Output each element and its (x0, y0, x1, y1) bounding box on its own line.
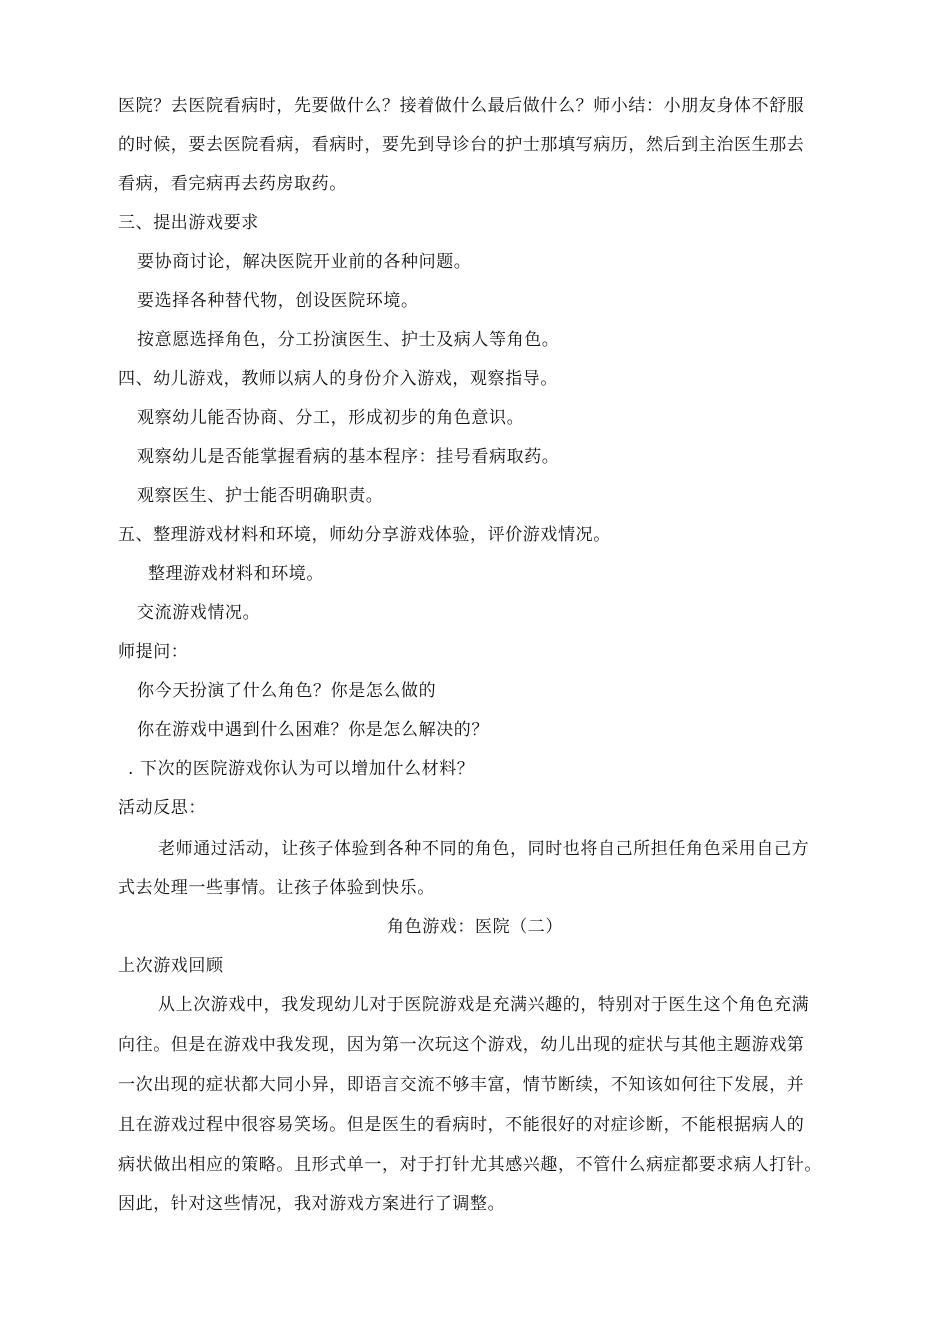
section-heading: 五、整理游戏材料和环境，师幼分享游戏体验，评价游戏情况。 (118, 525, 611, 545)
paragraph-line: 向往。但是在游戏中我发现，因为第一次玩这个游戏，幼儿出现的症状与其他主题游戏第 (118, 1035, 805, 1055)
text-line: 医院？去医院看病时，先要做什么？接着做什么最后做什么？师小结：小朋友身体不舒服 (118, 96, 805, 116)
paragraph-line: 老师通过活动，让孩子体验到各种不同的角色，同时也将自己所担任角色采用自己方 (158, 839, 810, 859)
list-item: 观察医生、护士能否明确职责。 (137, 486, 384, 506)
list-item: 按意愿选择角色，分工扮演医生、护士及病人等角色。 (137, 330, 560, 350)
text-line: 看病，看完病再去药房取药。 (118, 174, 347, 194)
section-heading: 上次游戏回顾 (118, 956, 224, 976)
list-item: 观察幼儿是否能掌握看病的基本程序：挂号看病取药。 (137, 447, 560, 467)
list-item: 要协商讨论，解决医院开业前的各种问题。 (137, 252, 472, 272)
paragraph-line: 且在游戏过程中很容易笑场。但是医生的看病时，不能很好的对症诊断，不能根据病人的 (118, 1115, 805, 1135)
section-heading: 四、幼儿游戏，教师以病人的身份介入游戏，观察指导。 (118, 369, 558, 389)
paragraph-line: 病状做出相应的策略。且形式单一，对于打针尤其感兴趣，不管什么病症都要求病人打针。 (118, 1155, 822, 1175)
list-item: 你今天扮演了什么角色？你是怎么做的 (137, 681, 437, 701)
list-item: . 下次的医院游戏你认为可以增加什么材料？ (128, 759, 475, 779)
paragraph-line: 从上次游戏中，我发现幼儿对于医院游戏是充满兴趣的，特别对于医生这个角色充满 (158, 995, 810, 1015)
list-item: 观察幼儿能否协商、分工，形成初步的角色意识。 (137, 408, 525, 428)
section-heading: 三、提出游戏要求 (118, 213, 259, 233)
list-item: 你在游戏中遇到什么困难？你是怎么解决的？ (137, 720, 489, 740)
list-item: 交流游戏情况。 (137, 603, 261, 623)
paragraph-line: 因此，针对这些情况，我对游戏方案进行了调整。 (118, 1194, 506, 1214)
text-line: 的时候，要去医院看病，看病时，要先到导诊台的护士那填写病历，然后到主治医生那去 (118, 135, 805, 155)
label-line: 活动反思： (118, 798, 206, 818)
document-title: 角色游戏：医院（二） (387, 917, 563, 937)
list-item: 整理游戏材料和环境。 (148, 564, 324, 584)
paragraph-line: 式去处理一些事情。让孩子体验到快乐。 (118, 878, 435, 898)
list-item: 要选择各种替代物，创设医院环境。 (137, 291, 419, 311)
paragraph-line: 一次出现的症状都大同小异，即语言交流不够丰富，情节断续，不知该如何往下发展，并 (118, 1075, 805, 1095)
label-line: 师提问： (118, 642, 189, 662)
